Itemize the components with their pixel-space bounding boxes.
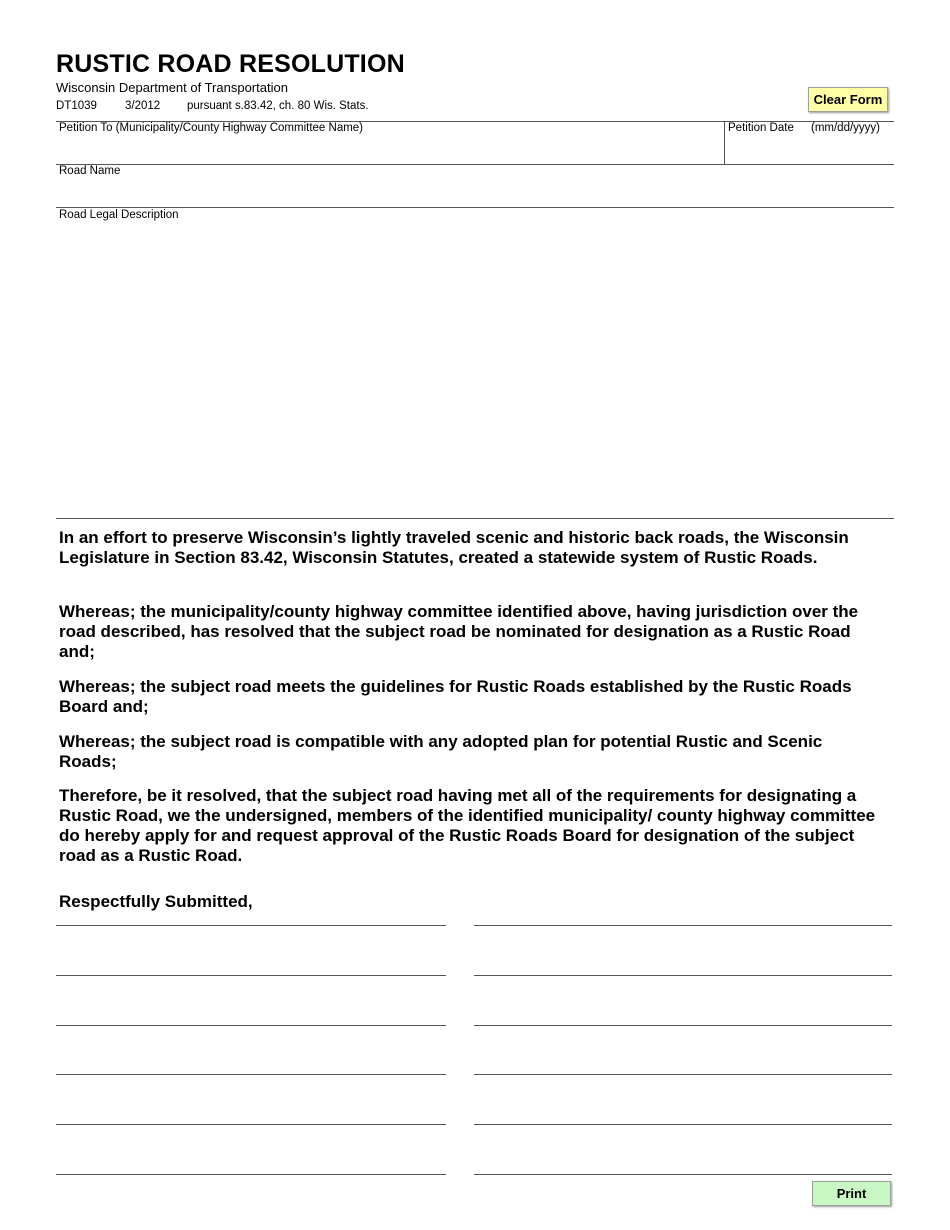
form-number: DT1039 — [56, 100, 97, 112]
road-name-input[interactable] — [59, 181, 895, 203]
petition-date-format: (mm/dd/yyyy) — [811, 122, 880, 134]
resolution-paragraph: Whereas; the subject road meets the guidelines for Rustic Roads established by the Rustic Roads Board and; — [59, 677, 852, 716]
field-divider — [56, 207, 894, 208]
form-revision-date: 3/2012 — [125, 100, 161, 112]
signature-line[interactable] — [56, 975, 446, 976]
resolution-paragraph: Whereas; the subject road is compatible with any adopted plan for potential Rustic and Scenic Roads; — [59, 732, 823, 771]
road-name-label: Road Name — [59, 165, 121, 177]
signature-line[interactable] — [56, 925, 446, 926]
field-divider-vertical — [724, 121, 725, 164]
field-divider — [56, 518, 894, 519]
signature-line[interactable] — [474, 975, 892, 976]
resolution-paragraph: In an effort to preserve Wisconsin’s lightly traveled scenic and historic back roads, the Wisconsin Legislature in Section 83.42, Wisconsin Statutes, created a statewide system of Rustic Roads. — [59, 528, 849, 567]
signature-line[interactable] — [56, 1025, 446, 1026]
print-button[interactable]: Print — [812, 1181, 891, 1206]
signature-line[interactable] — [474, 1074, 892, 1075]
signature-line[interactable] — [474, 1124, 892, 1125]
respectfully-submitted: Respectfully Submitted, — [59, 892, 253, 911]
department-name: Wisconsin Department of Transportation — [56, 80, 288, 95]
signature-line[interactable] — [474, 1174, 892, 1175]
petition-to-input[interactable] — [59, 138, 725, 160]
resolution-paragraph: Whereas; the municipality/county highway committee identified above, having jurisdiction over the road described, has resolved that the subject road be nominated for designation as a Rustic Road and; — [59, 602, 859, 661]
road-legal-description-label: Road Legal Description — [59, 209, 179, 221]
petition-to-label: Petition To (Municipality/County Highway Committee Name) — [59, 122, 364, 134]
signature-line[interactable] — [56, 1074, 446, 1075]
resolution-paragraph: Therefore, be it resolved, that the subject road having met all of the requirements for designating a Rustic Road, we the undersigned, members of the identified municipality/ county highway committee do hereby apply for and request approval of the Rustic Roads Board for designation of the subject road as a Rustic Road. — [59, 786, 876, 865]
petition-date-input[interactable] — [728, 138, 894, 160]
clear-form-button[interactable]: Clear Form — [808, 87, 888, 112]
form-title: RUSTIC ROAD RESOLUTION — [56, 50, 405, 78]
signature-line[interactable] — [474, 1025, 892, 1026]
signature-line[interactable] — [56, 1174, 446, 1175]
road-legal-description-input[interactable] — [59, 226, 895, 512]
signature-line[interactable] — [56, 1124, 446, 1125]
field-divider — [56, 164, 894, 165]
statute-reference: pursuant s.83.42, ch. 80 Wis. Stats. — [187, 100, 369, 112]
signature-line[interactable] — [474, 925, 892, 926]
petition-date-label: Petition Date — [728, 122, 794, 134]
